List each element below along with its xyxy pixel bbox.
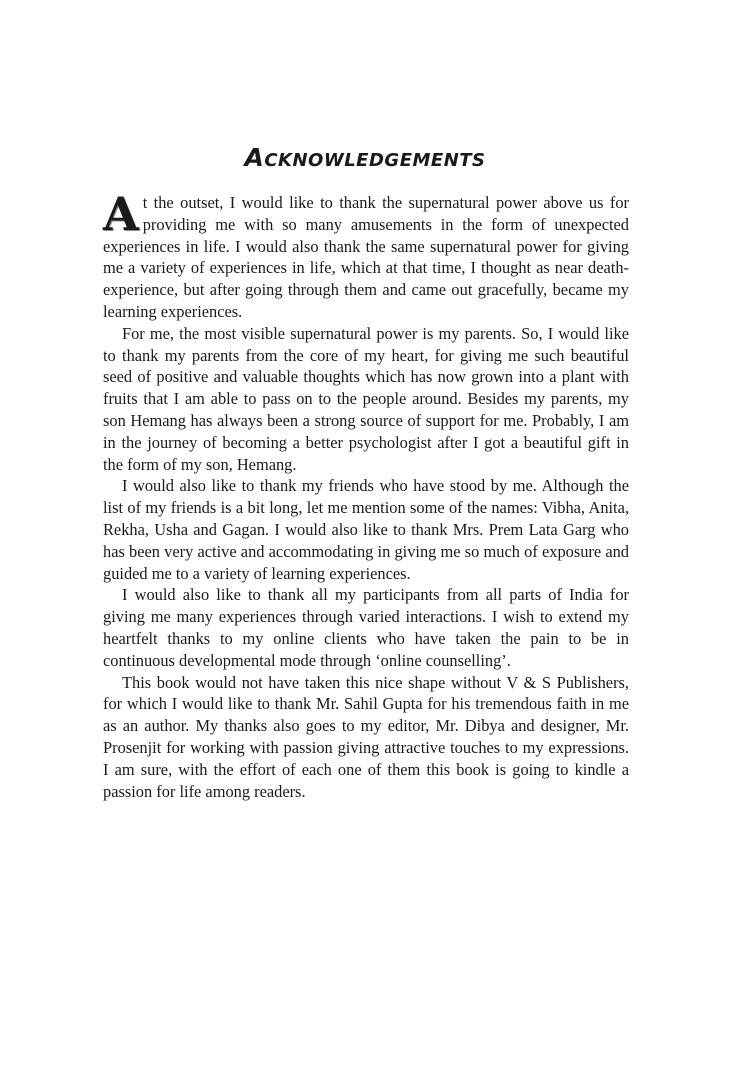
- paragraph-1-text: t the outset, I would like to thank the supernatural power above us for providing me with so many amusements in the form of unexpected experiences in life. I would also thank the same supernatural power for giving me a variety of experiences in life, which at that time, I thought as near death-experience, but after going through them and came out gracefully, became my learning experiences.: [103, 193, 629, 321]
- page-title: Acknowledgements: [244, 143, 486, 172]
- paragraph-3: I would also like to thank my friends who have stood by me. Although the list of my friends is a bit long, let me mention some of the names: Vibha, Anita, Rekha, Usha and Gagan. I would also like to thank Mrs. Prem Lata Garg who has been very active and accommodating in giving me so much of exposure and guided me to a variety of learning experiences.: [103, 476, 629, 583]
- paragraph-2: For me, the most visible supernatural power is my parents. So, I would like to thank my parents from the core of my heart, for giving me such beautiful seed of positive and valuable thoughts which has now grown into a plant with fruits that I am able to pass on to the people around. Besides my parents, my son Hemang has always been a strong source of support for me. Probably, I am in the journey of becoming a better psychologist after I got a beautiful gift in the form of my son, Hemang.: [103, 323, 629, 474]
- body-text: [103, 187, 629, 802]
- paragraph-4: I would also like to thank all my participants from all parts of India for giving me many experiences through varied interactions. I wish to extend my heartfelt thanks to my online clients who have taken the pain to be in continuous developmental mode through ‘online counselling’.: [103, 585, 629, 670]
- paragraph-5: This book would not have taken this nice shape without V & S Publishers, for which I would like to thank Mr. Sahil Gupta for his tremendous faith in me as an author. My thanks also goes to my editor, Mr. Dibya and designer, Mr. Prosenjit for working with passion giving attractive touches to my expressions. I am sure, with the effort of each one of them this book is going to kindle a passion for life among readers.: [103, 672, 629, 801]
- drop-cap-letter: A: [103, 187, 139, 241]
- paragraph-1: [103, 187, 629, 323]
